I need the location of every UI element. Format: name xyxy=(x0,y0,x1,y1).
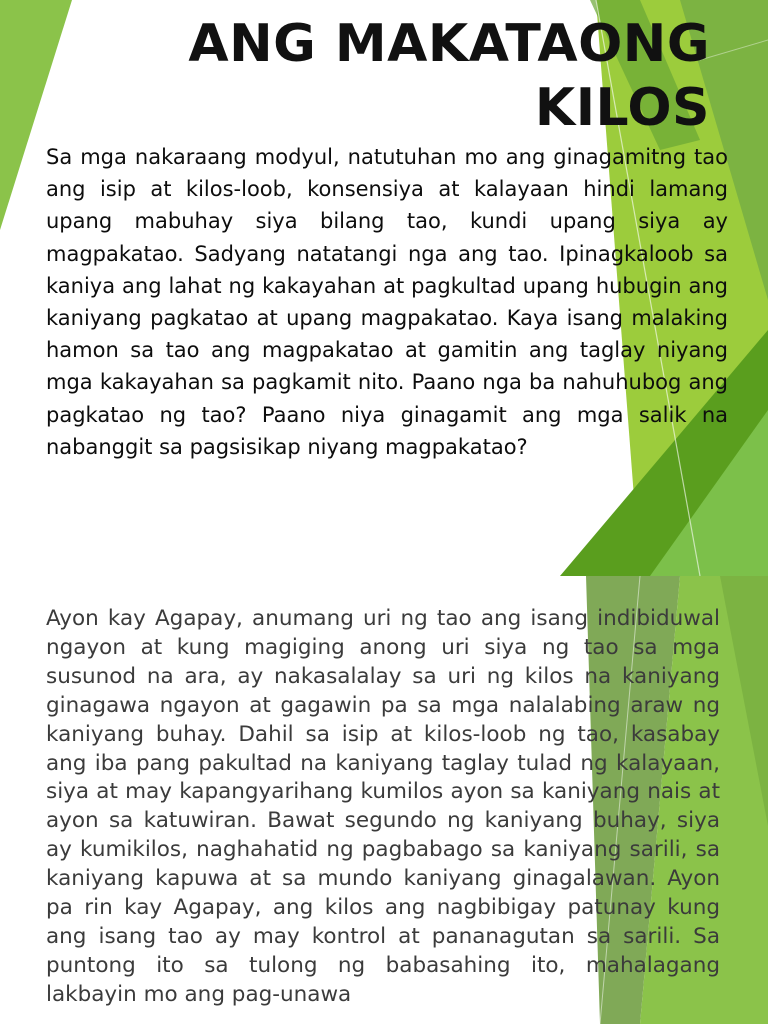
slide-2 xyxy=(0,576,768,1024)
slide-1-paragraph: Sa mga nakaraang modyul, natutuhan mo ang ginagamitng tao ang isip at kilos-loob, konsensiya at kalayaan hindi lamang upang mabuhay siya bilang tao, kundi upang siya ay magpakatao. Sadyang natatangi nga ang tao. Ipinagkaloob sa kaniya ang lahat ng kakayahan at pagkultad upang hubugin ang kaniyang pagkatao at upang magpakatao. Kaya isang malaking hamon sa tao ang magpakatao at gamitin ang taglay niyang mga kakayahan sa pagkamit nito. Paano nga ba nahuhubog ang pagkatao ng tao? Paano niya ginagamit ang mga salik na nabanggit sa pagsisikap niyang magpakatao? xyxy=(46,145,728,459)
slide-2-paragraph: Ayon kay Agapay, anumang uri ng tao ang isang indibiduwal ngayon at kung magiging anong uri siya ng tao sa mga susunod na ara, ay nakasalalay sa uri ng kilos na kaniyang ginagawa ngayon at gagawin pa sa mga nalalabing araw ng kaniyang buhay. Dahil sa isip at kilos-loob ng tao, kasabay ang iba pang pakultad na kaniyang taglay tulad ng kalayaan, siya at may kapangyarihang kumilos ayon sa kaniyang nais at ayon sa katuwiran. Bawat segundo ng kaniyang buhay, siya ay kumikilos, naghahatid ng pagbabago sa kaniyang sarili, sa kaniyang kapuwa at sa mundo kaniyang ginagalawan. Ayon pa rin kay Agapay, ang kilos ang nagbibigay patunay kung ang isang tao ay may kontrol at pananagutan sa sarili. Sa puntong ito sa tulong ng babasahing ito, mahalagang lakbayin mo ang pag-unawa xyxy=(46,606,720,1007)
slide-title-line-2: KILOS xyxy=(534,78,710,138)
slide-title-line-1: ANG MAKATAONG xyxy=(188,14,710,74)
slide-title xyxy=(188,12,710,140)
